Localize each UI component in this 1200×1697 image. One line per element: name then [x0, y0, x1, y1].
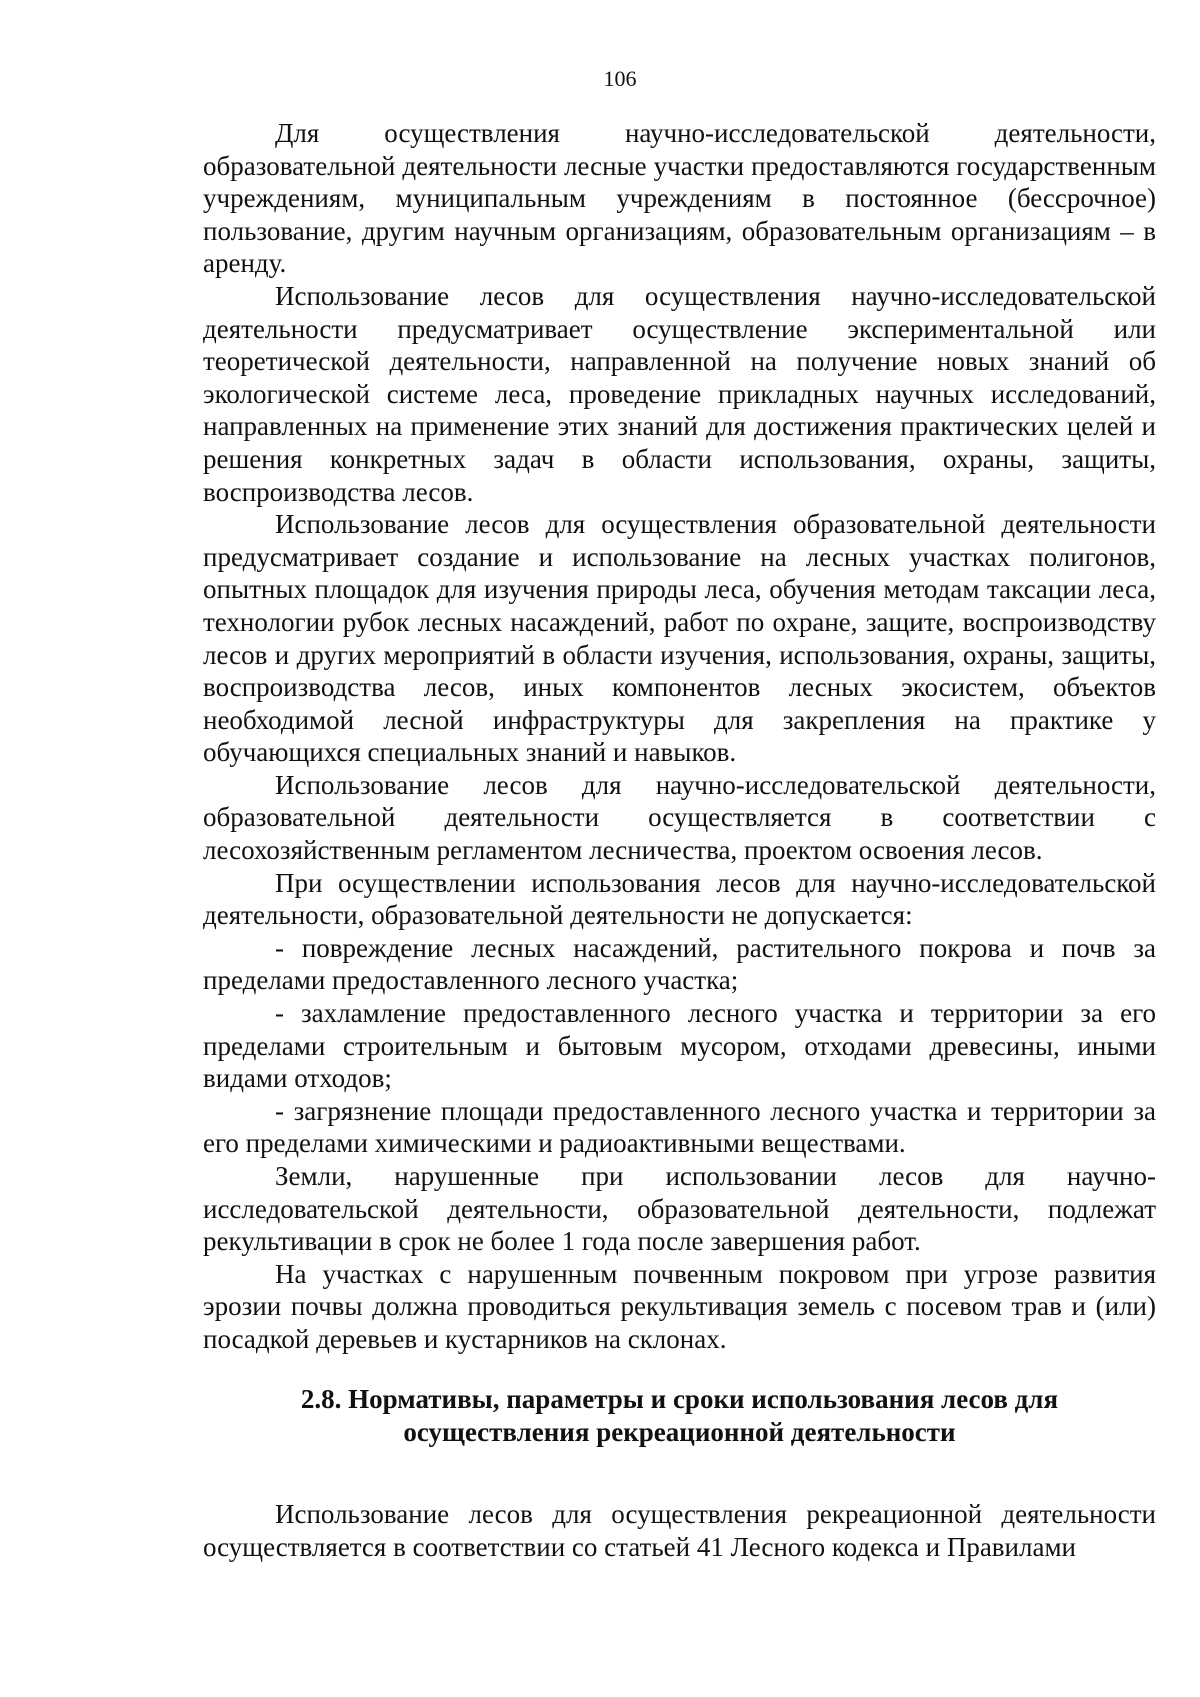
section-heading [203, 1383, 1156, 1449]
list-item-littering: - захламление предоставленного лесного участка и территории за его пределами строительным и бытовым мусором, отходами древесины, иными видами отходов; [203, 998, 1156, 1094]
paragraph-educational-use: Использование лесов для осуществления образовательной деятельности предусматривает создание и использование на лесных участках полигонов, опытных площадок для изучения природы леса, обучения методам таксации леса, технологии рубок лесных насаждений, работ по охране, защите, воспроизводству лесов и других мероприятий в области изучения, использования, охраны, защиты, воспроизводства лесов, иных компонентов лесных экосистем, объектов необходимой лесной инфраструктуры для закрепления на практике у обучающихся специальных знаний и навыков. [203, 509, 1156, 768]
paragraph-prohibitions-intro: При осуществлении использования лесов для научно-исследовательской деятельности, образовательной деятельности не допускается: [203, 867, 1156, 931]
page-number: 106 [603, 66, 637, 91]
paragraph-recultivation: Земли, нарушенные при использовании лесов для научно-исследовательской деятельности, образовательной деятельности, подлежат рекультивации в срок не более 1 года после завершения работ. [203, 1161, 1156, 1257]
section-heading-line-1: 2.8. Нормативы, параметры и сроки использования лесов для [300, 1384, 1059, 1414]
paragraph-research-use: Использование лесов для осуществления научно-исследовательской деятельности предусматривает осуществление экспериментальной или теоретической деятельности, направленной на получение новых знаний об экологической системе леса, проведение прикладных научных исследований, направленных на применение этих знаний для достижения практических целей и решения конкретных задач в области использования, охраны, защиты, воспроизводства лесов. [203, 280, 1156, 507]
paragraph-regulation-compliance: Использование лесов для научно-исследовательской деятельности, образовательной деятельности осуществляется в соответствии с лесохозяйственным регламентом лесничества, проектом освоения лесов. [203, 769, 1156, 866]
body-text [203, 117, 1156, 1356]
section-heading-line-2: осуществления рекреационной деятельности [403, 1417, 956, 1447]
section-body [203, 1498, 1156, 1563]
paragraph-recreational-use: Использование лесов для осуществления рекреационной деятельности осуществляется в соответствии со статьей 41 Лесного кодекса и Правилами [203, 1499, 1156, 1562]
list-item-pollution: - загрязнение площади предоставленного лесного участка и территории за его пределами химическими и радиоактивными веществами. [203, 1095, 1156, 1159]
paragraph-erosion: На участках с нарушенным почвенным покровом при угрозе развития эрозии почвы должна проводиться рекультивация земель с посевом трав и (или) посадкой деревьев и кустарников на склонах. [203, 1258, 1156, 1354]
paragraph-land-provision: Для осуществления научно-исследовательской деятельности, образовательной деятельности лесные участки предоставляются государственным учреждениям, муниципальным учреждениям в постоянное (бессрочное) пользование, другим научным организациям, образовательным организациям – в аренду. [203, 118, 1156, 279]
list-item-damage: - повреждение лесных насаждений, растительного покрова и почв за пределами предоставленного лесного участка; [203, 932, 1156, 996]
